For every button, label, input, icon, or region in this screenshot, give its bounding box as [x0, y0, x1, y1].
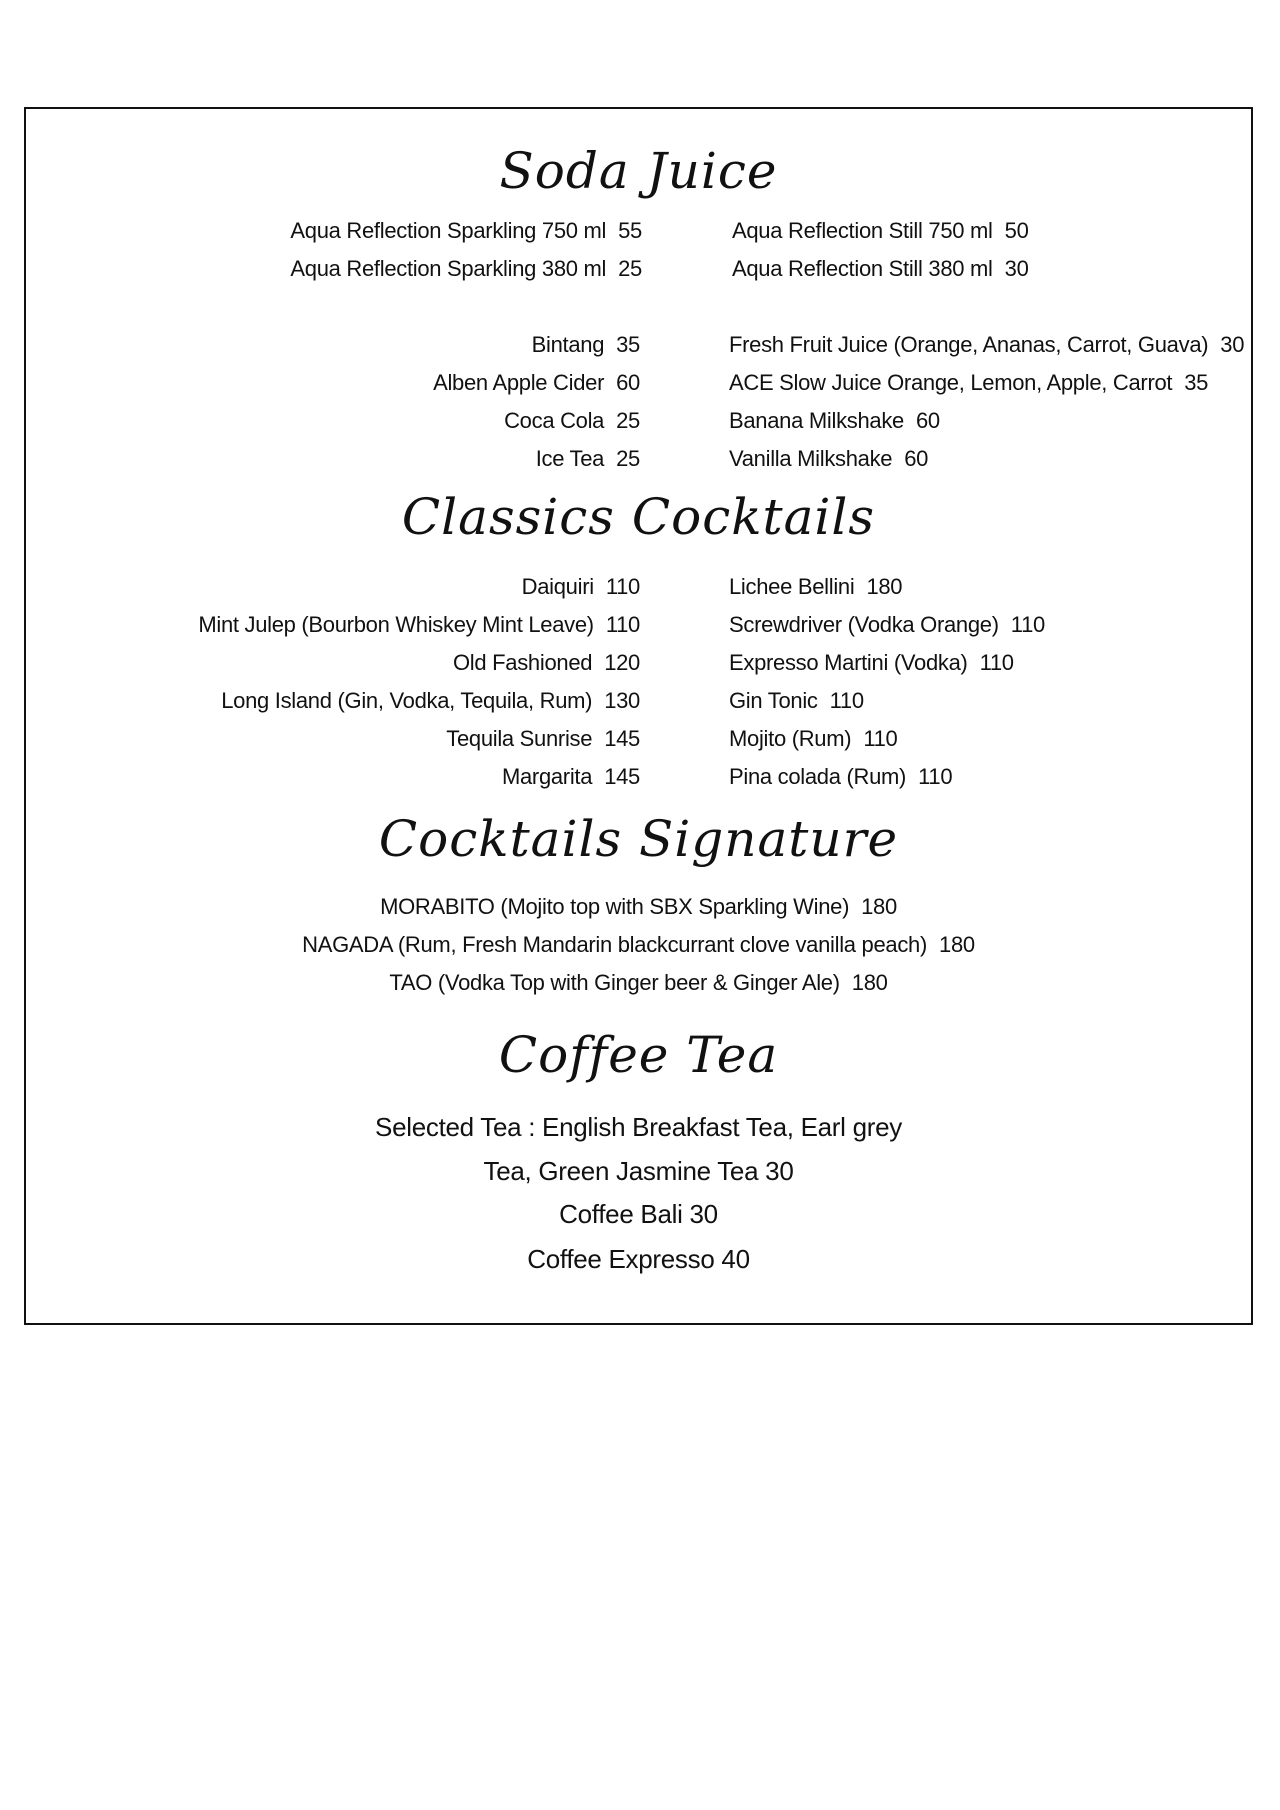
item-price: 110 — [605, 612, 640, 637]
coffee-tea-line: Tea, Green Jasmine Tea 30 — [483, 1156, 794, 1186]
item-name: Mint Julep (Bourbon Whiskey Mint Leave) — [198, 612, 594, 637]
item-name: Mojito (Rum) — [729, 726, 852, 751]
item-name: Fresh Fruit Juice (Orange, Ananas, Carrot, Guava) — [729, 332, 1209, 357]
item-price: 35 — [1184, 370, 1209, 395]
menu-item — [729, 683, 1229, 719]
menu-item — [126, 441, 640, 477]
coffee-tea-line: Selected Tea : English Breakfast Tea, Earl grey — [375, 1112, 902, 1142]
menu-frame — [24, 107, 1253, 1325]
item-price: 60 — [904, 446, 929, 471]
item-name: Aqua Reflection Sparkling 380 ml — [290, 256, 607, 281]
item-price: 180 — [866, 574, 903, 599]
menu-item — [26, 927, 1251, 963]
menu-item — [729, 403, 1249, 439]
menu-item — [86, 607, 640, 643]
item-name: Aqua Reflection Sparkling 750 ml — [290, 218, 607, 243]
item-price: 145 — [604, 764, 640, 789]
menu-item — [732, 251, 1232, 287]
item-price: 110 — [979, 650, 1014, 675]
menu-item — [732, 213, 1232, 249]
item-name: Ice Tea — [535, 446, 605, 471]
item-price: 25 — [616, 446, 640, 471]
item-price: 110 — [605, 574, 640, 599]
item-name: Gin Tonic — [729, 688, 818, 713]
menu-item — [126, 365, 640, 401]
item-name: Bintang — [531, 332, 605, 357]
item-price: 55 — [618, 218, 642, 243]
item-name: NAGADA (Rum, Fresh Mandarin blackcurrant clove vanilla peach) — [302, 932, 928, 957]
menu-item — [126, 327, 640, 363]
menu-item — [186, 251, 642, 287]
item-price: 110 — [829, 688, 864, 713]
item-name: MORABITO (Mojito top with SBX Sparkling Wine) — [380, 894, 850, 919]
item-name: Screwdriver (Vodka Orange) — [729, 612, 999, 637]
item-name: Margarita — [501, 764, 593, 789]
item-price: 25 — [616, 408, 640, 433]
menu-item — [729, 759, 1229, 795]
item-price: 35 — [616, 332, 640, 357]
item-name: ACE Slow Juice Orange, Lemon, Apple, Carrot — [729, 370, 1173, 395]
section-title-coffee-tea: Coffee Tea — [498, 1026, 779, 1084]
item-name: Alben Apple Cider — [433, 370, 605, 395]
menu-item — [729, 645, 1229, 681]
menu-item — [86, 721, 640, 757]
coffee-tea-line: Coffee Bali 30 — [559, 1199, 718, 1229]
menu-item — [86, 645, 640, 681]
item-price: 130 — [604, 688, 640, 713]
item-price: 110 — [918, 764, 953, 789]
item-price: 50 — [1004, 218, 1029, 243]
menu-item — [86, 569, 640, 605]
menu-item — [729, 365, 1249, 401]
item-name: Lichee Bellini — [729, 574, 855, 599]
item-name: Banana Milkshake — [729, 408, 904, 433]
section-title-cocktails-signature: Cocktails Signature — [378, 810, 899, 868]
item-name: Pina colada (Rum) — [729, 764, 907, 789]
menu-item — [729, 721, 1229, 757]
menu-item — [186, 213, 642, 249]
item-name: Daiquiri — [521, 574, 594, 599]
item-name: Aqua Reflection Still 380 ml — [732, 256, 993, 281]
item-name: Aqua Reflection Still 750 ml — [732, 218, 993, 243]
section-title-classics-cocktails: Classics Cocktails — [401, 488, 876, 546]
item-price: 110 — [863, 726, 898, 751]
menu-item — [729, 327, 1249, 363]
item-name: Long Island (Gin, Vodka, Tequila, Rum) — [221, 688, 593, 713]
item-name: Expresso Martini (Vodka) — [729, 650, 968, 675]
item-price: 180 — [861, 894, 897, 919]
menu-item — [26, 889, 1251, 925]
section-title-soda-juice: Soda Juice — [499, 142, 778, 200]
item-price: 60 — [915, 408, 940, 433]
item-price: 30 — [1004, 256, 1029, 281]
menu-item — [86, 683, 640, 719]
item-price: 180 — [939, 932, 975, 957]
item-name: TAO (Vodka Top with Ginger beer & Ginger Ale) — [389, 970, 840, 995]
item-name: Old Fashioned — [453, 650, 593, 675]
item-name: Coca Cola — [504, 408, 605, 433]
item-price: 25 — [618, 256, 642, 281]
item-price: 145 — [604, 726, 640, 751]
menu-item — [729, 569, 1229, 605]
item-price: 110 — [1010, 612, 1045, 637]
item-price: 120 — [604, 650, 640, 675]
item-name: Vanilla Milkshake — [729, 446, 893, 471]
menu-item — [126, 403, 640, 439]
menu-item — [86, 759, 640, 795]
item-price: 180 — [851, 970, 888, 995]
item-price: 30 — [1220, 332, 1245, 357]
menu-item — [729, 441, 1249, 477]
menu-item — [26, 965, 1251, 1001]
item-name: Tequila Sunrise — [446, 726, 593, 751]
coffee-tea-line: Coffee Expresso 40 — [527, 1244, 750, 1274]
item-price: 60 — [616, 370, 640, 395]
menu-item — [729, 607, 1229, 643]
